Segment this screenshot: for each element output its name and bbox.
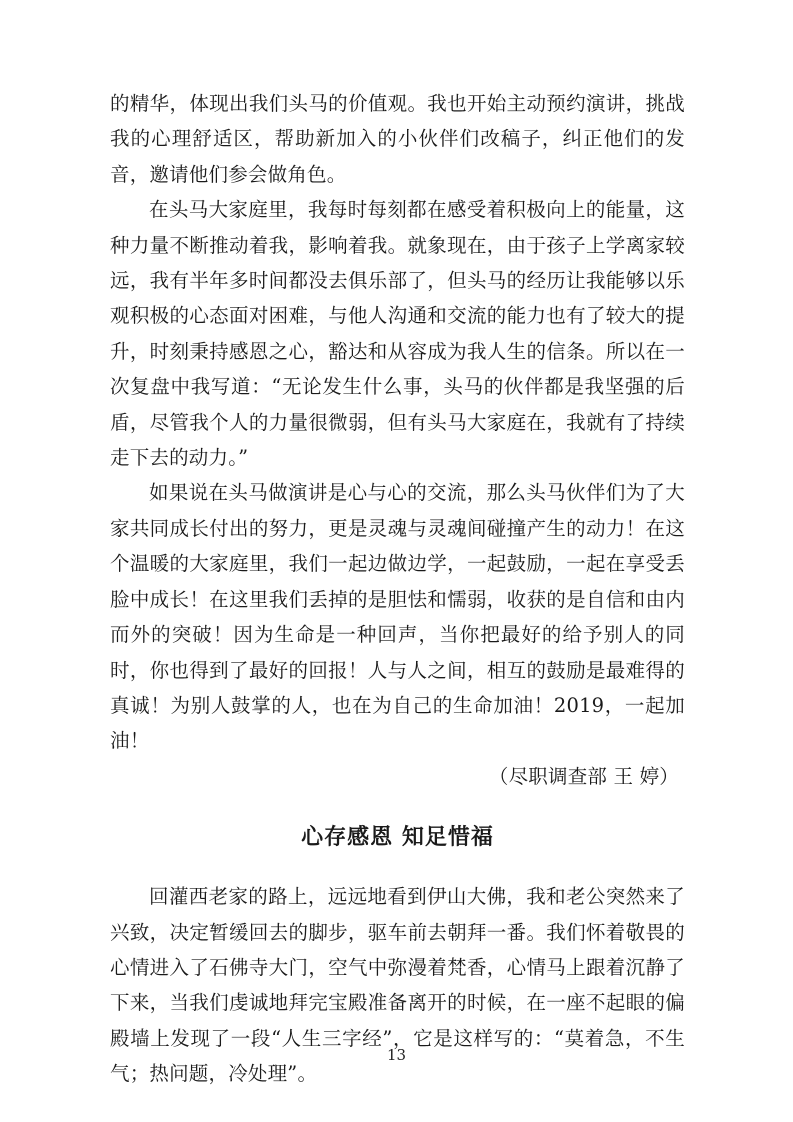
article-signature: （尽职调查部 王 婷）: [488, 764, 679, 788]
section-title: 心存感恩 知足惜福: [301, 825, 494, 851]
title-spacer: [110, 869, 685, 879]
page-number: 13: [386, 1046, 407, 1064]
section-paragraph-1: 回灌西老家的路上，远远地看到伊山大佛，我和老公突然来了兴致，决定暂缓回去的脚步，驱车前去朝拜一番。我们怀着敬畏的心情进入了石佛寺大门，空气中弥漫着梵香，心情马上跟着沉静了下来，当我们虔诚地拜完宝殿准备离开的时候，在一座不起眼的偏殿墙上发现了一段“人生三字经”，它是这样写的：“莫着急，不生气；热问题，冷处理”。: [110, 885, 685, 1086]
paragraph-3: 如果说在头马做演讲是心与心的交流，那么头马伙伴们为了大家共同成长付出的努力，更是灵魂与灵魂间碰撞产生的动力！在这个温暖的大家庭里，我们一起边做边学，一起鼓励，一起在享受丢脸中成长！在这里我们丢掉的是胆怯和懦弱，收获的是自信和由内而外的突破！因为生命是一种回声，当你把最好的给予别人的同时，你也得到了最好的回报！人与人之间，相互的鼓励是最难得的真诚！为别人鼓掌的人，也在为自己的生命加油！2019，一起加油！: [110, 481, 685, 753]
paragraph-2: 在头马大家庭里，我每时每刻都在感受着积极向上的能量，这种力量不断推动着我，影响着我。就象现在，由于孩子上学离家较远，我有半年多时间都没去俱乐部了，但头马的经历让我能够以乐观积极的心态面对困难，与他人沟通和交流的能力也有了较大的提升，时刻秉持感恩之心，豁达和从容成为我人生的信条。所以在一次复盘中我写道：“无论发生什么事，头马的伙伴都是我坚强的后盾，尽管我个人的力量很微弱，但有头马大家庭在，我就有了持续走下去的动力。”: [110, 198, 685, 470]
paragraph-1: 的精华，体现出我们头马的价值观。我也开始主动预约演讲，挑战我的心理舒适区，帮助新加入的小伙伴们改稿子，纠正他们的发音，邀请他们参会做角色。: [110, 92, 685, 186]
article-body: [110, 86, 685, 794]
